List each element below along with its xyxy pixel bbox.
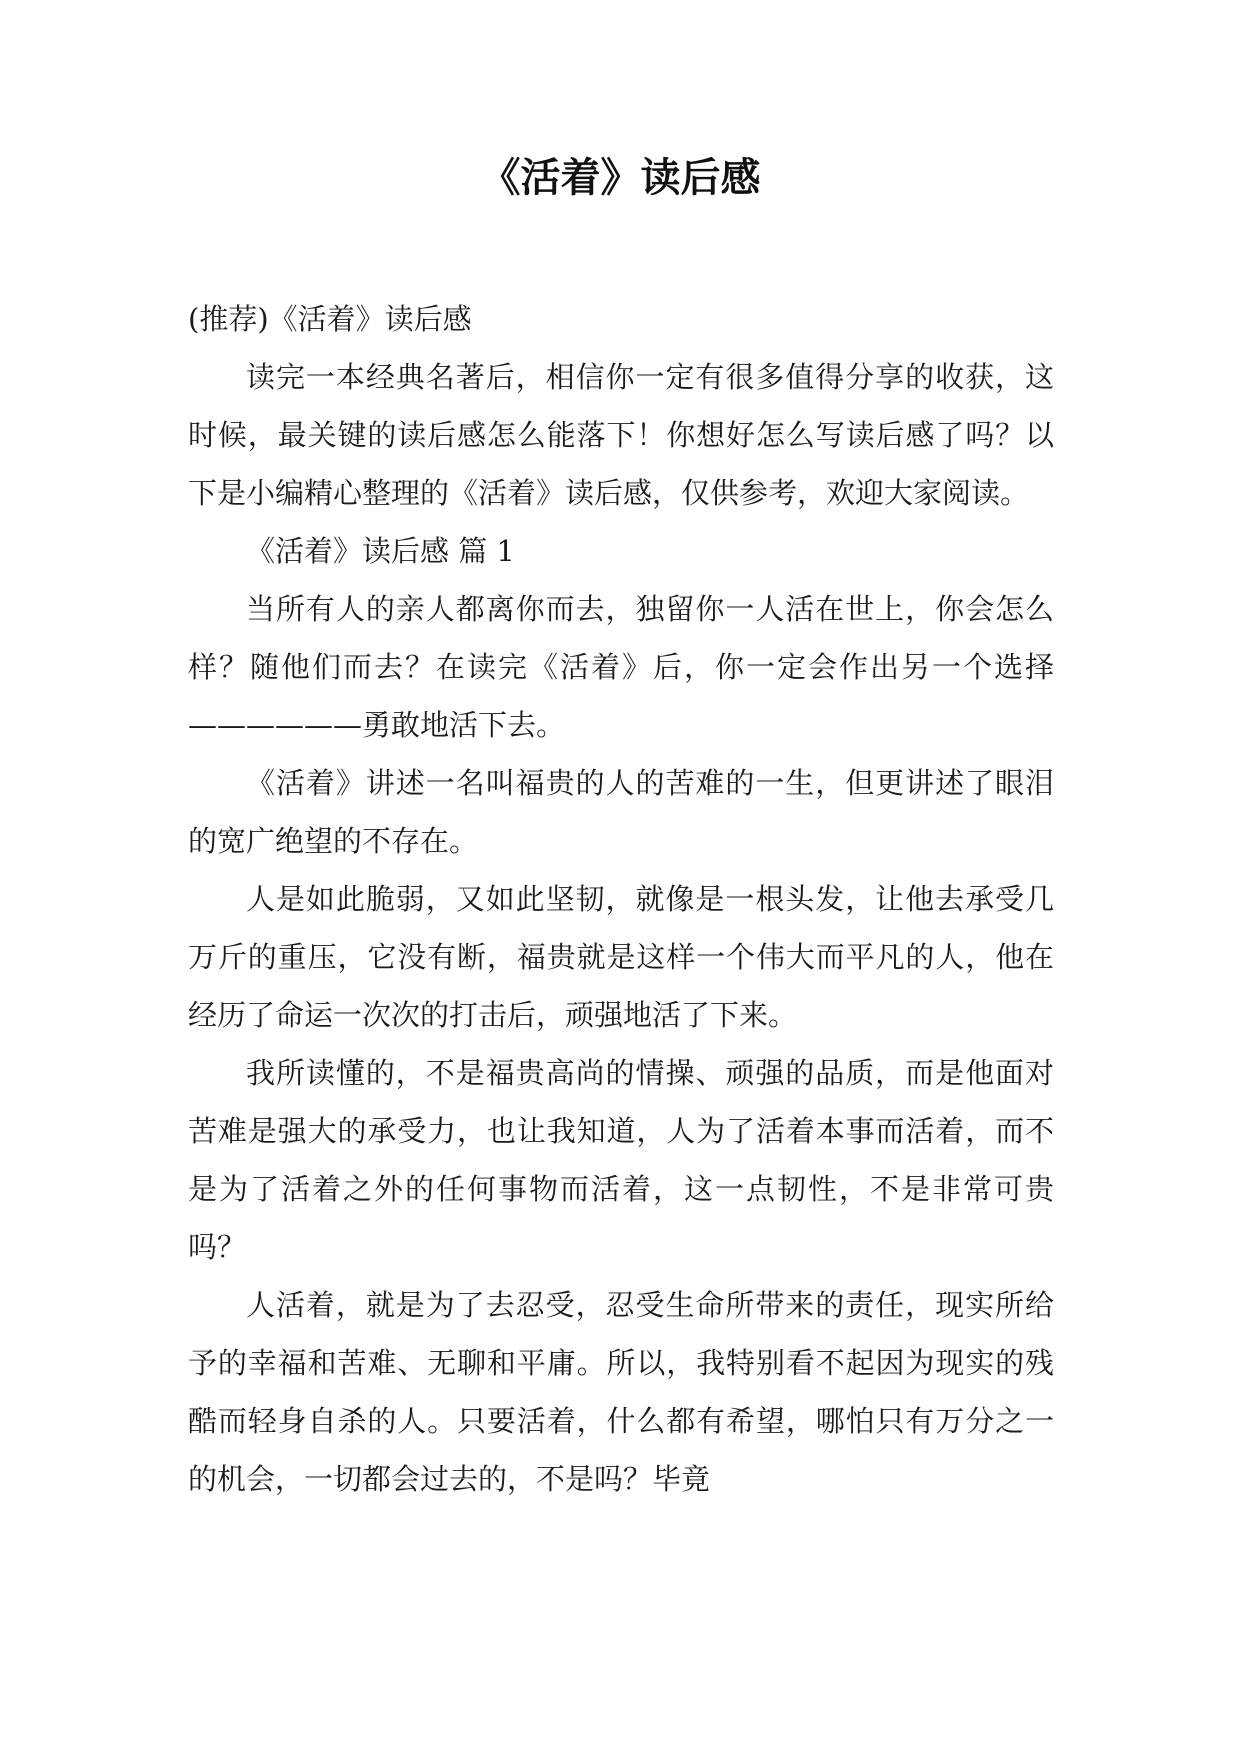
paragraph: 人活着，就是为了去忍受，忍受生命所带来的责任，现实所给予的幸福和苦难、无聊和平庸。所以，我特别看不起因为现实的残酷而轻身自杀的人。只要活着，什么都有希望，哪怕只有万分之一的机会，一切都会过去的，不是吗？毕竟	[188, 1288, 1054, 1496]
paragraph: 人是如此脆弱，又如此坚韧，就像是一根头发，让他去承受几万斤的重压，它没有断，福贵就是这样一个伟大而平凡的人，他在经历了命运一次次的打击后，顽强地活了下来。	[188, 882, 1054, 1032]
document-title: 《活着》读后感	[480, 155, 761, 201]
paragraph: 当所有人的亲人都离你而去，独留你一人活在世上，你会怎么样？随他们而去？在读完《活着》后，你一定会作出另一个选择——————勇敢地活下去。	[188, 592, 1054, 742]
paragraph-subtitle: (推荐)《活着》读后感	[188, 302, 472, 336]
paragraph: 我所读懂的，不是福贵高尚的情操、顽强的品质，而是他面对苦难是强大的承受力，也让我知道，人为了活着本事而活着，而不是为了活着之外的任何事物而活着，这一点韧性，不是非常可贵吗？	[188, 1056, 1054, 1264]
document-body	[188, 290, 1054, 1508]
paragraph-intro: 读完一本经典名著后，相信你一定有很多值得分享的收获，这时候，最关键的读后感怎么能落下！你想好怎么写读后感了吗？以下是小编精心整理的《活着》读后感，仅供参考，欢迎大家阅读。	[188, 360, 1054, 510]
paragraph: 《活着》讲述一名叫福贵的人的苦难的一生，但更讲述了眼泪的宽广绝望的不存在。	[188, 766, 1054, 858]
section-heading: 《活着》读后感 篇 1	[246, 534, 515, 568]
